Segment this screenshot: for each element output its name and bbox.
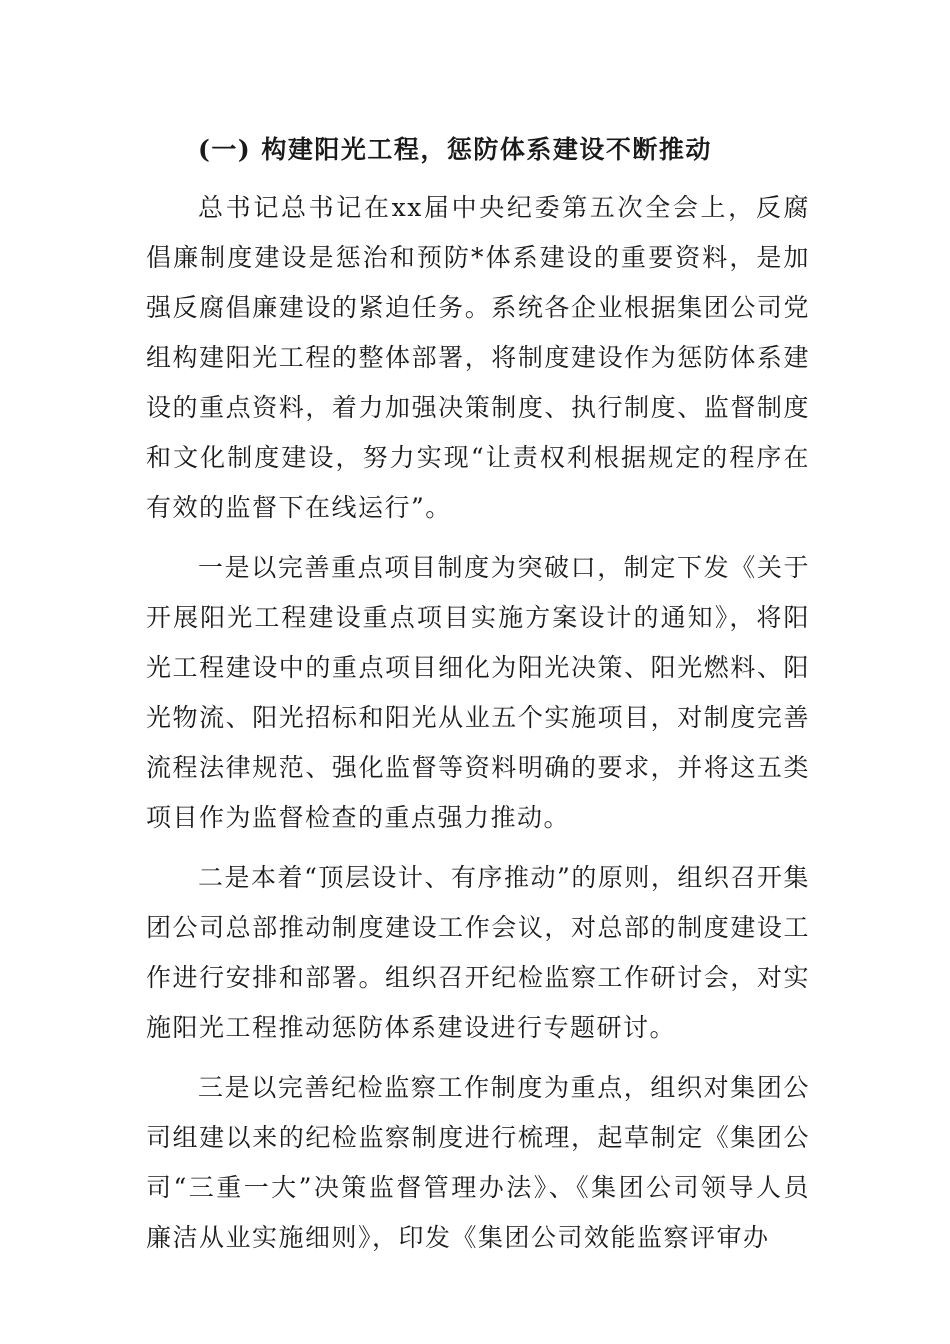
section-heading: (一) 构建阳光工程，惩防体系建设不断推动 [198,135,712,164]
paragraph-item-three: 三是以完善纪检监察工作制度为重点，组织对集团公司组建以来的纪检监察制度进行梳理，起草制定《集团公司“三重一大”决策监督管理办法》、《集团公司领导人员廉洁从业实施细则》，印发《集团公司效能监察评审办 [146,1073,810,1252]
document-page [146,128,810,1263]
paragraph-item-two: 二是本着“顶层设计、有序推动”的原则，组织召开集团公司总部推动制度建设工作会议，对总部的制度建设工作进行安排和部署。组织召开纪检监察工作研讨会，对实施阳光工程推动惩防体系建设进行专题研讨。 [146,863,810,1042]
paragraph-intro: 总书记总书记在xx届中央纪委第五次全会上，反腐倡廉制度建设是惩治和预防*体系建设的重要资料，是加强反腐倡廉建设的紧迫任务。系统各企业根据集团公司党组构建阳光工程的整体部署，将制度建设作为惩防体系建设的重点资料，着力加强决策制度、执行制度、监督制度和文化制度建设，努力实现“让责权利根据规定的程序在有效的监督下在线运行”。 [146,193,810,522]
paragraph-item-one: 一是以完善重点项目制度为突破口，制定下发《关于开展阳光工程建设重点项目实施方案设计的通知》，将阳光工程建设中的重点项目细化为阳光决策、阳光燃料、阳光物流、阳光招标和阳光从业五个实施项目，对制度完善流程法律规范、强化监督等资料明确的要求，并将这五类项目作为监督检查的重点强力推动。 [146,553,810,832]
